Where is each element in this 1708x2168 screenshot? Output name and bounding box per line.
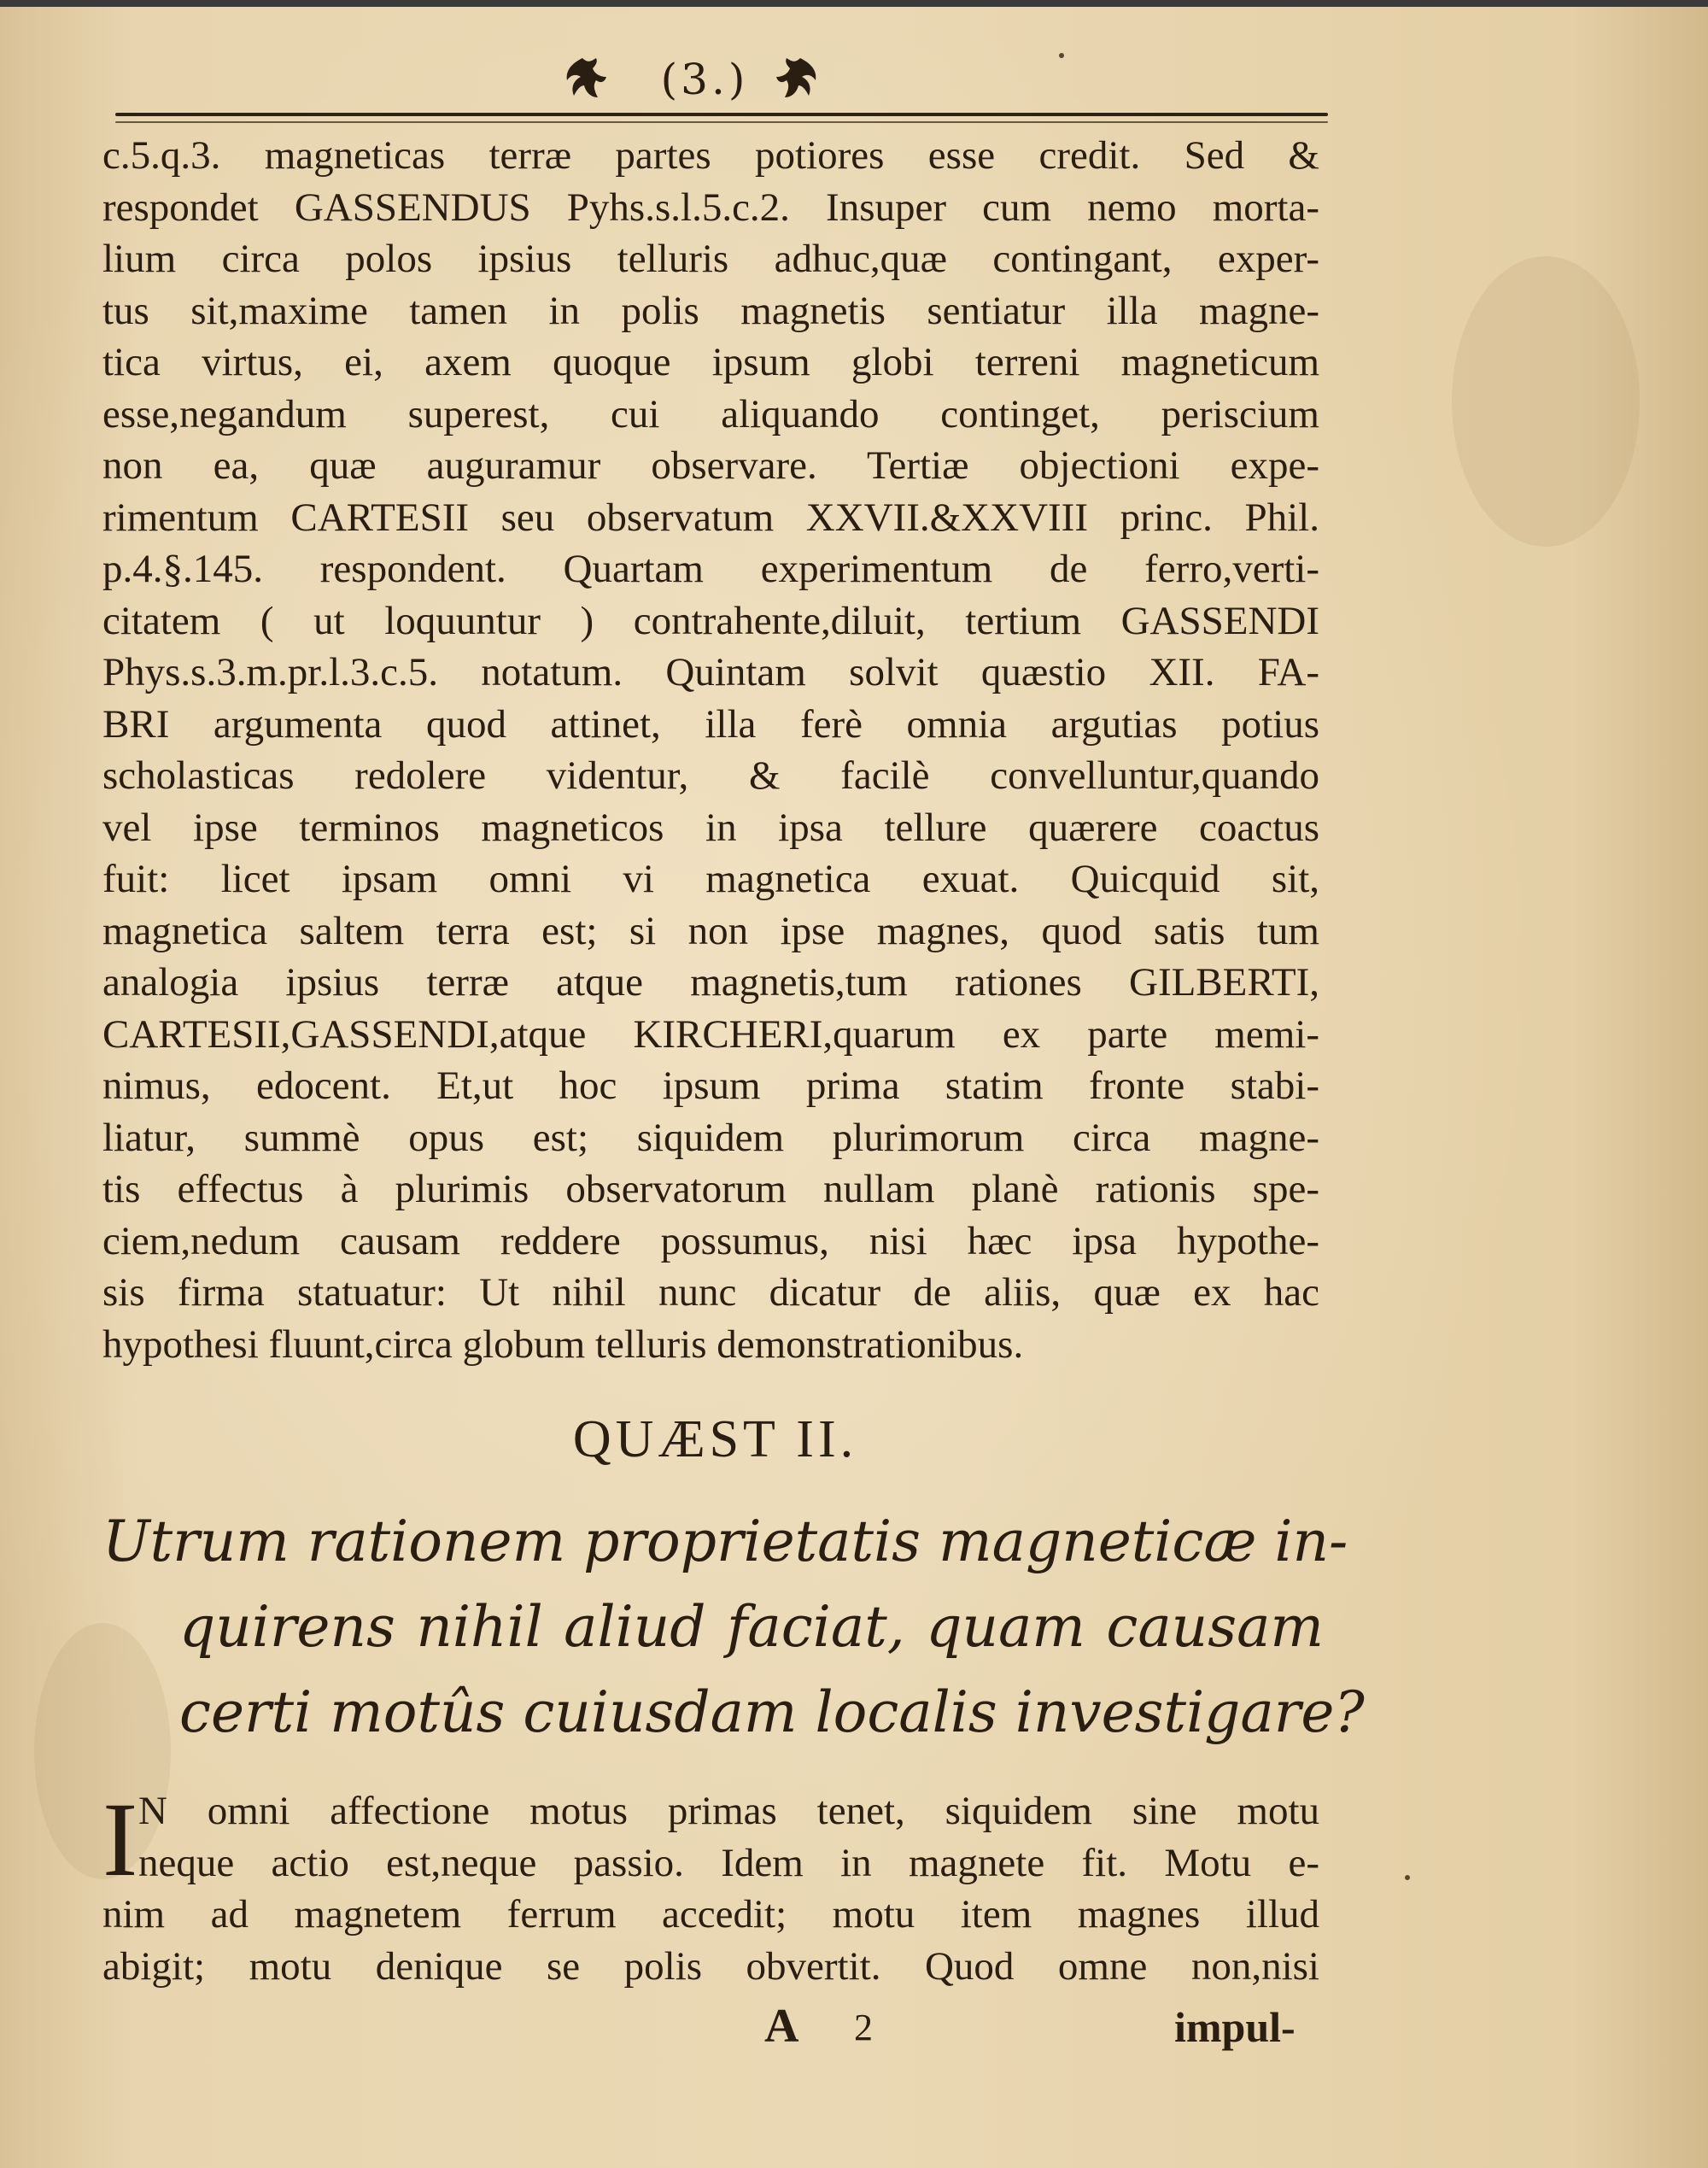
page-footer <box>0 1999 1708 2059</box>
fleuron-left-icon <box>555 51 610 106</box>
signature-number: 2 <box>854 2007 873 2048</box>
text-line: fuit: licet ipsam omni vi magnetica exuat. Quicquid sit, <box>102 857 1319 901</box>
text-line: tica virtus, ei, axem quoque ipsum globi terreni magneticum <box>102 340 1319 384</box>
text-line: tis effectus à plurimis observatorum nullam planè rationis spe- <box>102 1167 1319 1211</box>
text-line: N omni affectione motus primas tenet, siquidem sine motu <box>138 1789 1319 1833</box>
text-line: non ea, quæ auguramur observare. Tertiæ objectioni expe- <box>102 443 1319 488</box>
text-line: c.5.q.3. magneticas terræ partes potiores esse credit. Sed & <box>102 133 1319 178</box>
title-line: quirens nihil aliud faciat, quam causam <box>179 1594 1324 1660</box>
text-line: BRI argumenta quod attinet, illa ferè omnia argutias potius <box>102 701 1319 747</box>
text-line: Phys.s.3.m.pr.l.3.c.5. notatum. Quintam solvit quæstio XII. FA- <box>102 650 1319 694</box>
text-line: magnetica saltem terra est; si non ipse magnes, quod satis tum <box>102 908 1319 953</box>
text-line: CARTESII,GASSENDI,atque KIRCHERI,quarum ex parte memi- <box>102 1011 1319 1057</box>
text-line: liatur, summè opus est; siquidem plurimorum circa magne- <box>102 1115 1319 1160</box>
main-paragraph <box>102 130 1319 1370</box>
text-line: citatem ( ut loquuntur ) contrahente,diluit, tertium GASSENDI <box>102 598 1319 643</box>
drop-cap: I <box>102 1781 138 1898</box>
fleuron-right-icon <box>773 51 828 106</box>
signature-mark: A <box>764 2000 799 2053</box>
page-number: (3.) <box>660 55 749 104</box>
second-paragraph <box>102 1781 1319 1992</box>
header-rule <box>115 113 1328 116</box>
text-line: nim ad magnetem ferrum accedit; motu item magnes illud <box>102 1892 1319 1937</box>
text-line: sis firma statuatur: Ut nihil nunc dicatur de aliis, quæ ex hac <box>102 1270 1319 1315</box>
catchword: impul- <box>1174 2003 1296 2051</box>
header-rule-thin <box>115 121 1328 123</box>
text-line: vel ipse terminos magneticos in ipsa tellure quærere coactus <box>102 805 1319 850</box>
text-line: respondet GASSENDUS Pyhs.s.l.5.c.2. Insuper cum nemo morta- <box>102 185 1319 230</box>
text-line: ciem,nedum causam reddere possumus, nisi hæc ipsa hypothe- <box>102 1218 1319 1263</box>
text-line: tus sit,maxime tamen in polis magnetis sentiatur illa magne- <box>102 288 1319 333</box>
text-line: nimus, edocent. Et,ut hoc ipsum prima statim fronte stabi- <box>102 1063 1319 1108</box>
section-heading: QUÆST II. <box>572 1410 858 1468</box>
text-line: neque actio est,neque passio. Idem in magnete fit. Motu e- <box>138 1840 1319 1885</box>
scan-edge <box>0 0 1708 7</box>
title-line: certi motûs cuiusdam localis investigare? <box>179 1679 1365 1745</box>
text-line: abigit; motu denique se polis obvertit. Quod omne non,nisi <box>102 1943 1319 1989</box>
text-line: hypothesi fluunt,circa globum telluris demonstrationibus. <box>102 1321 1024 1367</box>
paper-stain <box>1452 256 1640 547</box>
text-line: p.4.§.145. respondent. Quartam experimentum de ferro,verti- <box>102 547 1319 591</box>
text-line: lium circa polos ipsius telluris adhuc,quæ contingant, exper- <box>102 237 1319 281</box>
text-line: esse,negandum superest, cui aliquando continget, periscium <box>102 391 1319 437</box>
text-line: rimentum CARTESII seu observatum XXVII.&XXVIII princ. Phil. <box>102 495 1319 540</box>
title-line: Utrum rationem proprietatis magneticæ in- <box>102 1509 1348 1574</box>
text-line: analogia ipsius terræ atque magnetis,tum rationes GILBERTI, <box>102 960 1319 1005</box>
section-title <box>102 1499 1365 1755</box>
text-line: scholasticas redolere videntur, & facilè convelluntur,quando <box>102 753 1319 798</box>
running-header <box>0 43 1708 120</box>
ink-speck <box>1405 1875 1410 1880</box>
